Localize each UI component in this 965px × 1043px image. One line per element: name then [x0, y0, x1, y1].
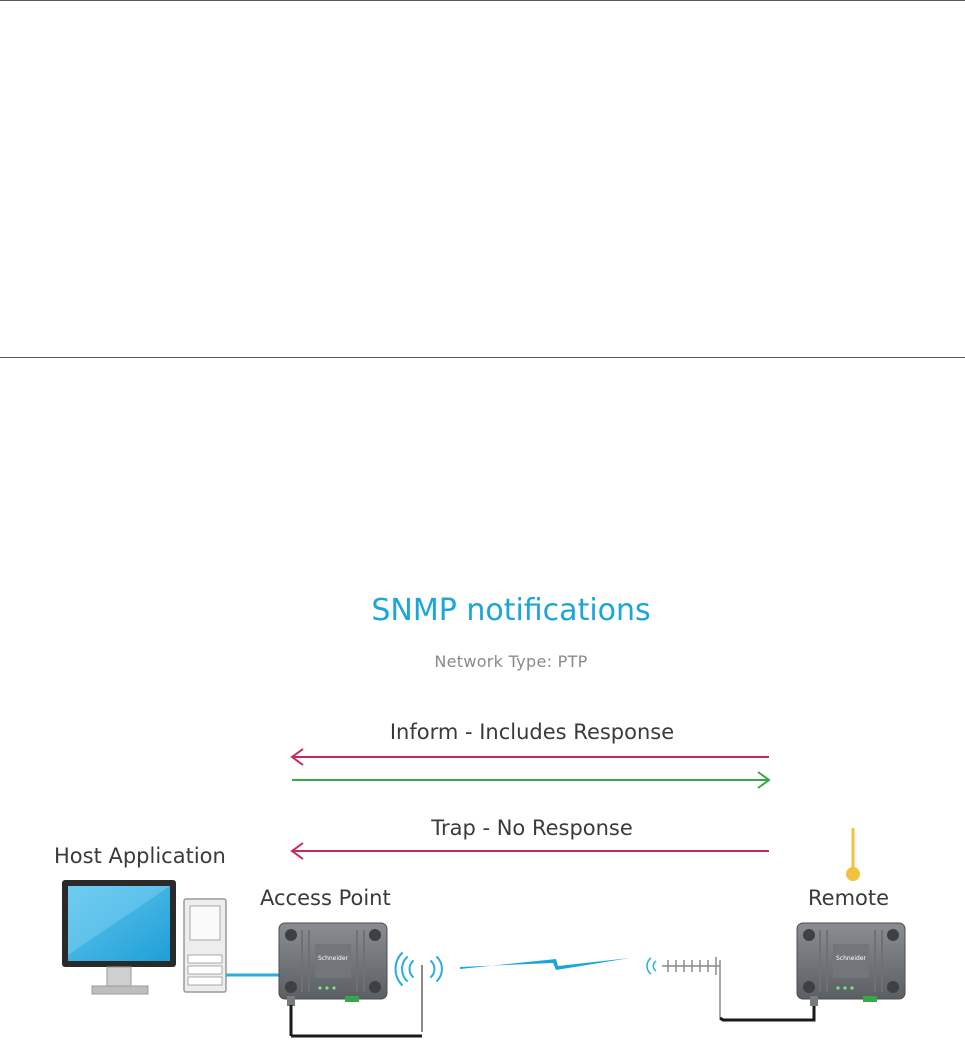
ap-brand-label: Schneider [317, 955, 349, 962]
access-point-device-icon [279, 923, 387, 1006]
remote-label: Remote [808, 886, 890, 910]
diagram-title: SNMP notifications [371, 593, 651, 628]
trap-label: Trap - No Response [431, 816, 633, 840]
yagi-antenna-icon [647, 957, 720, 1018]
response-arrow-to-remote [292, 772, 769, 788]
access-point-label: Access Point [260, 886, 391, 910]
inform-label: Inform - Includes Response [389, 720, 675, 744]
radio-link-bolt [460, 958, 630, 970]
trap-arrow-to-host [292, 843, 769, 859]
host-application-label: Host Application [54, 844, 226, 868]
computer-tower-icon [184, 899, 226, 992]
remote-cable [720, 1004, 814, 1020]
remote-device-icon [797, 923, 905, 1006]
wireless-waves-icon [396, 953, 442, 985]
diagram-subtitle: Network Type: PTP [434, 652, 588, 671]
remote-brand-label: Schneider [835, 955, 867, 962]
inform-arrow-to-host [292, 749, 769, 765]
monitor-icon [62, 880, 176, 994]
